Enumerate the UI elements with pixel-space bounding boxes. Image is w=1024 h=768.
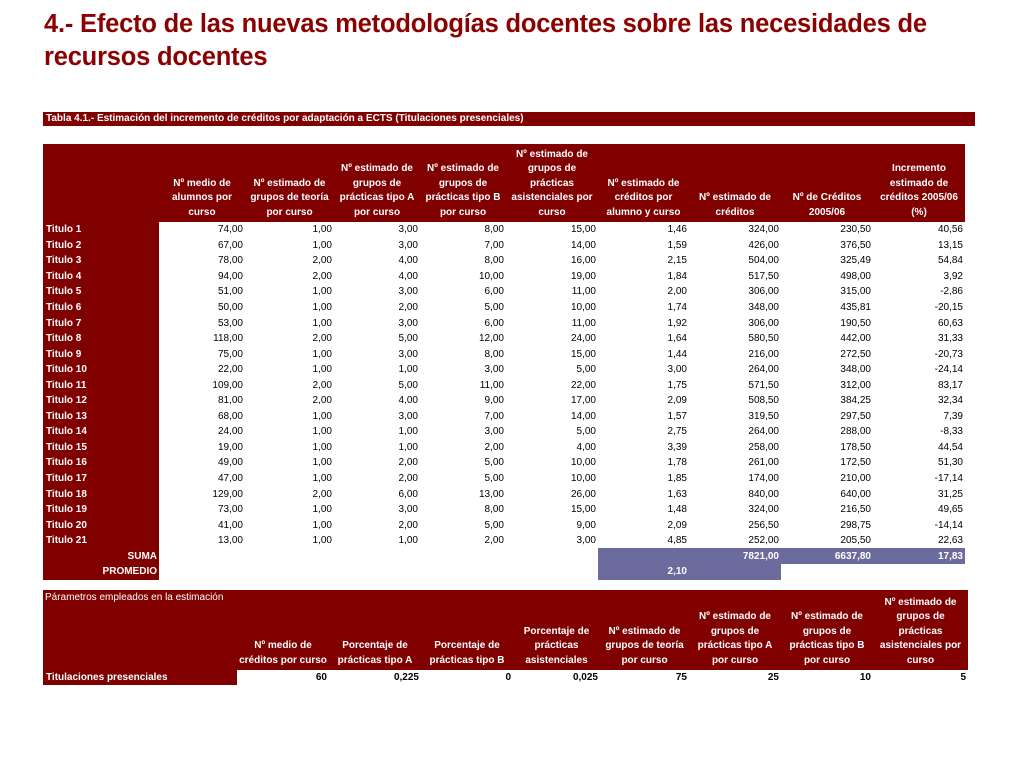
table-cell: 1,00 xyxy=(312,457,332,469)
row-label: Titulo 15 xyxy=(43,440,159,456)
params-cell: 60 xyxy=(315,672,327,683)
table-cell: 41,00 xyxy=(217,519,243,531)
table-row xyxy=(43,393,965,409)
suma-creditos: 7821,00 xyxy=(689,548,781,564)
table-cell: 53,00 xyxy=(217,317,243,329)
table-cell: 435,81 xyxy=(840,302,871,313)
table-cell: 109,00 xyxy=(212,379,243,391)
suma-empty-cell xyxy=(159,548,245,564)
table-cell: 24,00 xyxy=(217,426,243,438)
table-cell: 3,00 xyxy=(484,426,504,438)
suma-creditos-2005: 6637,80 xyxy=(781,548,873,564)
table-cell: 3,00 xyxy=(484,364,504,376)
suma-empty-cell xyxy=(420,548,506,564)
promedio-label: PROMEDIO xyxy=(43,564,159,580)
table-cell: 580,50 xyxy=(748,333,779,345)
params-header: Nº estimado de grupos de prácticas asistenciales por curso xyxy=(873,590,968,670)
table-cell: 47,00 xyxy=(217,473,243,485)
table-cell: 15,00 xyxy=(570,348,596,360)
table-cell: 264,00 xyxy=(748,426,779,438)
table-cell: 3,00 xyxy=(576,535,596,547)
table-cell: 6,00 xyxy=(398,488,418,500)
table-cell: 571,50 xyxy=(748,379,779,391)
table-cell: 252,00 xyxy=(748,535,779,547)
params-header: Porcentaje de prácticas tipo A xyxy=(329,590,421,670)
row-label: Titulo 6 xyxy=(43,300,159,316)
table-cell: 261,00 xyxy=(748,457,779,469)
table-cell: 2,00 xyxy=(398,457,418,469)
table-cell: 3,00 xyxy=(398,286,418,298)
row-label: Titulo 3 xyxy=(43,253,159,269)
table-cell: 78,00 xyxy=(217,255,243,267)
table-cell: 5,00 xyxy=(576,364,596,376)
table-cell: 210,00 xyxy=(840,473,871,485)
table-cell: 22,00 xyxy=(570,379,596,391)
table-cell: 1,44 xyxy=(667,348,687,360)
table-cell: 1,00 xyxy=(312,224,332,236)
suma-empty-cell xyxy=(334,548,420,564)
table-cell: 426,00 xyxy=(748,239,779,251)
table-cell: 3,00 xyxy=(398,410,418,422)
params-header: Nº medio de créditos por curso xyxy=(237,590,329,670)
table-row xyxy=(43,502,965,518)
table-cell: 504,00 xyxy=(748,255,779,267)
table-cell: 1,00 xyxy=(312,426,332,438)
table-cell: 5,00 xyxy=(484,473,504,485)
table-row xyxy=(43,362,965,378)
table-cell: 508,50 xyxy=(748,395,779,407)
table-cell: 1,00 xyxy=(312,441,332,453)
row-label: Titulo 8 xyxy=(43,331,159,347)
table-cell: 498,00 xyxy=(840,270,871,282)
table-cell: 7,00 xyxy=(484,410,504,422)
table-row xyxy=(43,377,965,393)
table-cell: 1,00 xyxy=(312,348,332,360)
params-row-label: Titulaciones presenciales xyxy=(43,670,237,685)
table-cell: 24,00 xyxy=(570,333,596,345)
row-label: Titulo 12 xyxy=(43,393,159,409)
row-label: Titulo 7 xyxy=(43,315,159,331)
promedio-empty-cell xyxy=(689,564,781,580)
table-row xyxy=(43,440,965,456)
suma-empty-cell xyxy=(506,548,598,564)
row-label: Titulo 14 xyxy=(43,424,159,440)
table-cell: 81,00 xyxy=(217,395,243,407)
table-row xyxy=(43,424,965,440)
table-cell: 442,00 xyxy=(840,333,871,345)
table-cell: 74,00 xyxy=(217,224,243,236)
table-cell: 73,00 xyxy=(217,504,243,516)
row-label: Titulo 11 xyxy=(43,377,159,393)
table-cell: 1,75 xyxy=(667,379,687,391)
table-cell: 1,00 xyxy=(312,239,332,251)
table-cell: 298,75 xyxy=(840,519,871,531)
table-row xyxy=(43,533,965,549)
table-cell: 83,17 xyxy=(937,379,963,391)
table-cell: 10,00 xyxy=(570,302,596,313)
table-cell: 348,00 xyxy=(840,364,871,376)
params-cell: 0,225 xyxy=(393,672,419,683)
table-cell: 288,00 xyxy=(840,426,871,438)
params-header: Nº estimado de grupos de prácticas tipo A por curso xyxy=(689,590,781,670)
promedio-empty-cell xyxy=(873,564,965,580)
table-cell: 1,00 xyxy=(398,364,418,376)
table-cell: 3,92 xyxy=(943,270,963,282)
table-cell: 2,00 xyxy=(484,535,504,547)
header-grupos-asistenciales: Nº estimado de grupos de prácticas asistenciales por curso xyxy=(506,144,598,222)
table-cell: 1,63 xyxy=(667,488,687,500)
table-cell: 2,00 xyxy=(312,395,332,407)
params-row xyxy=(43,670,968,685)
table-row xyxy=(43,253,965,269)
table-cell: 1,00 xyxy=(312,519,332,531)
table-cell: 1,00 xyxy=(312,302,332,313)
table-cell: 5,00 xyxy=(398,379,418,391)
table-cell: 2,00 xyxy=(312,270,332,282)
table-cell: 2,00 xyxy=(667,286,687,298)
table-cell: 9,00 xyxy=(484,395,504,407)
table-cell: 10,00 xyxy=(570,457,596,469)
table-row xyxy=(43,331,965,347)
table-cell: 348,00 xyxy=(748,302,779,313)
table-cell: -20,15 xyxy=(934,302,963,313)
table-cell: 2,00 xyxy=(398,519,418,531)
row-label: Titulo 10 xyxy=(43,362,159,378)
table-cell: 19,00 xyxy=(217,441,243,453)
table-cell: 5,00 xyxy=(398,333,418,345)
table-cell: 16,00 xyxy=(570,255,596,267)
promedio-creditos-alumno: 2,10 xyxy=(598,564,689,580)
table-row xyxy=(43,238,965,254)
table-cell: 54,84 xyxy=(937,255,963,267)
row-label: Titulo 16 xyxy=(43,455,159,471)
params-cell: 10 xyxy=(859,672,871,683)
table-cell: 60,63 xyxy=(937,317,963,329)
table-cell: 15,00 xyxy=(570,504,596,516)
row-label: Titulo 21 xyxy=(43,533,159,549)
table-cell: 3,00 xyxy=(398,224,418,236)
table-cell: 178,50 xyxy=(840,441,871,453)
table-cell: 2,09 xyxy=(667,519,687,531)
table-cell: 32,34 xyxy=(937,395,963,407)
table-cell: 7,00 xyxy=(484,239,504,251)
table-cell: 51,30 xyxy=(937,457,963,469)
suma-incremento: 17,83 xyxy=(873,548,965,564)
params-header: Nº estimado de grupos de prácticas tipo B por curso xyxy=(781,590,873,670)
table-cell: 1,00 xyxy=(312,535,332,547)
params-cell: 0 xyxy=(505,672,511,683)
page-title: 4.- Efecto de las nuevas metodologías docentes sobre las necesidades de recursos docentes xyxy=(44,10,927,71)
row-label: Titulo 13 xyxy=(43,409,159,425)
table-cell: 6,00 xyxy=(484,286,504,298)
table-cell: 1,85 xyxy=(667,473,687,485)
table-cell: 49,65 xyxy=(937,504,963,516)
table-cell: 190,50 xyxy=(840,317,871,329)
table-cell: 376,50 xyxy=(840,239,871,251)
promedio-empty-cell xyxy=(781,564,873,580)
table-cell: 40,56 xyxy=(937,224,963,236)
table-cell: 51,00 xyxy=(217,286,243,298)
table-caption: Tabla 4.1.- Estimación del incremento de créditos por adaptación a ECTS (Titulaciones presenciales) xyxy=(43,112,975,126)
table-cell: 256,50 xyxy=(748,519,779,531)
row-label: Titulo 17 xyxy=(43,471,159,487)
table-cell: 3,00 xyxy=(667,364,687,376)
table-cell: 319,50 xyxy=(748,410,779,422)
table-cell: 94,00 xyxy=(217,270,243,282)
table-cell: 1,00 xyxy=(312,286,332,298)
table-cell: 4,85 xyxy=(667,535,687,547)
promedio-empty-cell xyxy=(506,564,598,580)
table-cell: 2,09 xyxy=(667,395,687,407)
table-cell: 517,50 xyxy=(748,270,779,282)
table-cell: 324,00 xyxy=(748,224,779,236)
table-row xyxy=(43,222,965,238)
table-cell: 1,00 xyxy=(312,317,332,329)
params-cell: 5 xyxy=(960,672,966,683)
table-cell: 13,00 xyxy=(217,535,243,547)
table-header-row xyxy=(43,144,965,222)
header-creditos-alumno: Nº estimado de créditos por alumno y curso xyxy=(598,144,689,222)
table-cell: 11,00 xyxy=(571,286,596,298)
table-cell: 2,75 xyxy=(667,426,687,438)
row-label: Titulo 4 xyxy=(43,269,159,285)
table-cell: 1,00 xyxy=(312,473,332,485)
suma-label: SUMA xyxy=(43,548,159,564)
header-creditos-2005: Nº de Créditos 2005/06 xyxy=(781,144,873,222)
table-cell: 2,00 xyxy=(312,255,332,267)
header-grupos-teoria: Nº estimado de grupos de teoría por curso xyxy=(245,144,334,222)
table-cell: 5,00 xyxy=(484,457,504,469)
table-cell: 5,00 xyxy=(484,519,504,531)
header-grupos-b: Nº estimado de grupos de prácticas tipo B por curso xyxy=(420,144,506,222)
table-cell: 1,84 xyxy=(667,270,687,282)
table-cell: 19,00 xyxy=(570,270,596,282)
params-cell: 75 xyxy=(675,672,687,683)
table-row xyxy=(43,269,965,285)
params-cell: 0,025 xyxy=(572,672,598,683)
table-row xyxy=(43,315,965,331)
table-cell: 7,39 xyxy=(943,410,963,422)
table-cell: 4,00 xyxy=(576,441,596,453)
row-label: Titulo 1 xyxy=(43,222,159,238)
table-cell: 44,54 xyxy=(937,441,963,453)
table-cell: 11,00 xyxy=(479,379,504,391)
table-cell: -17,14 xyxy=(934,473,963,485)
table-cell: 129,00 xyxy=(212,488,243,500)
table-cell: 312,00 xyxy=(840,379,871,391)
table-cell: 3,00 xyxy=(398,317,418,329)
table-cell: 2,00 xyxy=(312,379,332,391)
table-cell: 325,49 xyxy=(840,255,871,267)
table-cell: 306,00 xyxy=(748,286,779,298)
ects-estimation-table xyxy=(43,144,965,580)
row-label: Titulo 19 xyxy=(43,502,159,518)
table-cell: 3,39 xyxy=(667,441,687,453)
header-incremento: Incremento estimado de créditos 2005/06 (%) xyxy=(873,144,965,222)
table-cell: 5,00 xyxy=(576,426,596,438)
table-cell: 1,74 xyxy=(667,302,687,313)
params-header-row xyxy=(43,590,968,670)
params-header: Porcentaje de prácticas tipo B xyxy=(421,590,513,670)
suma-row xyxy=(43,548,965,564)
suma-empty-cell xyxy=(598,548,689,564)
table-cell: 1,00 xyxy=(312,504,332,516)
table-cell: 216,50 xyxy=(840,504,871,516)
table-cell: 1,48 xyxy=(667,504,687,516)
table-cell: 13,15 xyxy=(937,239,963,251)
table-cell: 2,00 xyxy=(484,441,504,453)
table-cell: -20,73 xyxy=(934,348,963,360)
table-cell: 67,00 xyxy=(217,239,243,251)
promedio-row xyxy=(43,564,965,580)
table-cell: 31,25 xyxy=(937,488,963,500)
table-row xyxy=(43,517,965,533)
table-cell: 11,00 xyxy=(571,317,596,329)
table-cell: 1,00 xyxy=(398,441,418,453)
table-cell: 258,00 xyxy=(748,441,779,453)
header-corner xyxy=(43,144,159,222)
table-cell: 15,00 xyxy=(570,224,596,236)
table-row xyxy=(43,346,965,362)
promedio-empty-cell xyxy=(420,564,506,580)
table-row xyxy=(43,455,965,471)
table-cell: 8,00 xyxy=(484,504,504,516)
row-label: Titulo 2 xyxy=(43,238,159,254)
table-cell: 2,00 xyxy=(398,473,418,485)
table-cell: 8,00 xyxy=(484,348,504,360)
promedio-empty-cell xyxy=(159,564,245,580)
params-corner-label: Párametros empleados en la estimación xyxy=(43,590,237,670)
table-row xyxy=(43,486,965,502)
promedio-empty-cell xyxy=(334,564,420,580)
suma-empty-cell xyxy=(245,548,334,564)
table-cell: 3,00 xyxy=(398,239,418,251)
table-cell: 174,00 xyxy=(748,473,779,485)
table-cell: 264,00 xyxy=(748,364,779,376)
table-cell: 1,00 xyxy=(398,426,418,438)
row-label: Titulo 20 xyxy=(43,517,159,533)
table-cell: 324,00 xyxy=(748,504,779,516)
table-cell: 68,00 xyxy=(217,410,243,422)
table-cell: 8,00 xyxy=(484,255,504,267)
table-cell: 2,00 xyxy=(312,488,332,500)
row-label: Titulo 18 xyxy=(43,486,159,502)
table-cell: 14,00 xyxy=(570,410,596,422)
table-cell: 6,00 xyxy=(484,317,504,329)
table-cell: 26,00 xyxy=(570,488,596,500)
promedio-empty-cell xyxy=(245,564,334,580)
table-cell: 384,25 xyxy=(840,395,871,407)
table-cell: 4,00 xyxy=(398,255,418,267)
table-cell: -8,33 xyxy=(940,426,963,438)
table-cell: 5,00 xyxy=(484,302,504,313)
table-cell: 315,00 xyxy=(840,286,871,298)
table-cell: 840,00 xyxy=(748,488,779,500)
table-cell: 8,00 xyxy=(484,224,504,236)
params-table xyxy=(43,590,968,685)
table-row xyxy=(43,284,965,300)
table-cell: 22,00 xyxy=(217,364,243,376)
table-cell: 31,33 xyxy=(937,333,963,345)
table-cell: 1,00 xyxy=(312,410,332,422)
params-cell: 25 xyxy=(767,672,779,683)
header-grupos-a: Nº estimado de grupos de prácticas tipo A por curso xyxy=(334,144,420,222)
table-cell: 10,00 xyxy=(478,270,504,282)
table-cell: 4,00 xyxy=(398,270,418,282)
table-cell: 1,46 xyxy=(667,224,687,236)
table-cell: 1,00 xyxy=(312,364,332,376)
row-label: Titulo 9 xyxy=(43,346,159,362)
header-creditos: Nº estimado de créditos xyxy=(689,144,781,222)
table-cell: 1,64 xyxy=(667,333,687,345)
table-cell: 118,00 xyxy=(213,333,243,345)
params-header: Porcentaje de prácticas asistenciales xyxy=(513,590,600,670)
table-row xyxy=(43,471,965,487)
table-cell: 3,00 xyxy=(398,348,418,360)
table-cell: 14,00 xyxy=(570,239,596,251)
table-cell: 12,00 xyxy=(478,333,504,345)
params-header: Nº estimado de grupos de teoría por curso xyxy=(600,590,689,670)
table-cell: 230,50 xyxy=(840,224,871,236)
table-row xyxy=(43,409,965,425)
table-cell: 1,57 xyxy=(667,410,687,422)
table-cell: 49,00 xyxy=(217,457,243,469)
table-cell: -2,86 xyxy=(940,286,963,298)
table-cell: 205,50 xyxy=(840,535,871,547)
table-cell: 640,00 xyxy=(840,488,871,500)
table-cell: 50,00 xyxy=(217,302,243,313)
table-cell: 4,00 xyxy=(398,395,418,407)
table-cell: 75,00 xyxy=(217,348,243,360)
table-cell: 17,00 xyxy=(570,395,596,407)
table-cell: 272,50 xyxy=(840,348,871,360)
table-cell: 22,63 xyxy=(937,535,963,547)
table-cell: -24,14 xyxy=(934,364,963,376)
table-cell: 1,92 xyxy=(667,317,687,329)
table-cell: 306,00 xyxy=(748,317,779,329)
table-cell: 3,00 xyxy=(398,504,418,516)
table-cell: 172,50 xyxy=(840,457,871,469)
table-cell: 2,00 xyxy=(398,302,418,313)
table-cell: 297,50 xyxy=(840,410,871,422)
table-cell: -14,14 xyxy=(934,519,963,531)
table-cell: 13,00 xyxy=(478,488,504,500)
table-cell: 9,00 xyxy=(576,519,596,531)
table-cell: 10,00 xyxy=(570,473,596,485)
table-cell: 2,15 xyxy=(667,255,687,267)
table-cell: 216,00 xyxy=(748,348,779,360)
header-alumnos: Nº medio de alumnos por curso xyxy=(159,144,245,222)
table-row xyxy=(43,300,965,316)
row-label: Titulo 5 xyxy=(43,284,159,300)
table-cell: 1,00 xyxy=(398,535,418,547)
table-cell: 1,78 xyxy=(667,457,687,469)
table-cell: 2,00 xyxy=(312,333,332,345)
table-cell: 1,59 xyxy=(667,239,687,251)
